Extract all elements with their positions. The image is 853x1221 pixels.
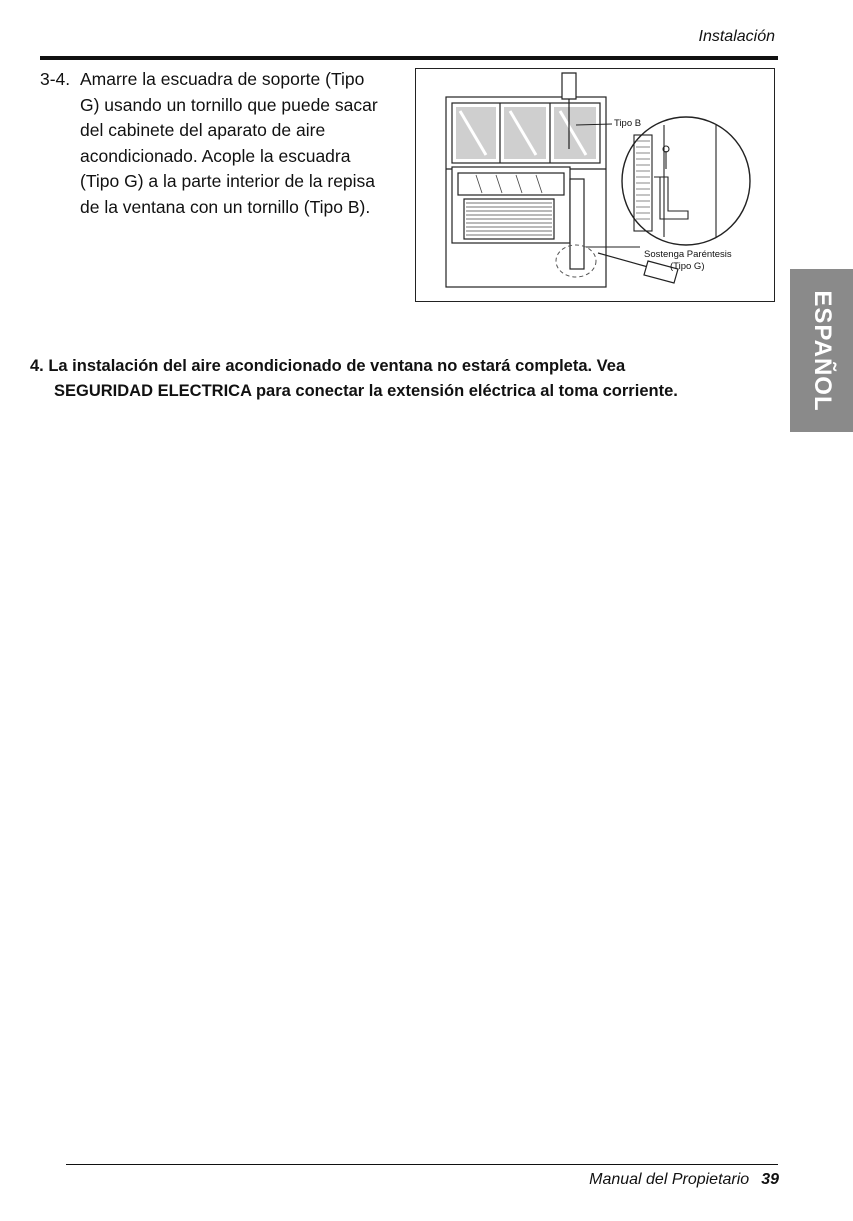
step-line: Amarre la escuadra de soporte (Tipo [80,69,365,89]
step-line: del cabinete del aparato de aire [80,120,326,140]
manual-title: Manual del Propietario [589,1171,750,1188]
completion-note [30,354,790,404]
step-number: 3-4. [40,69,71,89]
label-screw-type: Tipo B [614,118,642,129]
step-line: de la ventana con un tornillo (Tipo B). [80,196,371,217]
step-line: (Tipo G) a la parte interior de la repisa [80,171,376,191]
footer-rule [66,1164,778,1165]
step-line: acondicionado. Acople la escuadra [80,145,351,166]
installation-illustration [415,68,775,302]
page-number: 39 [761,1171,779,1188]
label-bracket-type: (Tipo G) [670,261,705,272]
step-text [80,67,412,220]
illustration-drawing [416,69,776,303]
note-line: SEGURIDAD ELECTRICA para conectar la extensión eléctrica al toma corriente. [54,382,678,400]
step-line: G) usando un tornillo que puede sacar [80,94,378,115]
header-rule [40,56,778,60]
note-line: 4. La instalación del aire acondicionado de ventana no estará completa. Vea [30,357,626,375]
language-tab-label: ESPAÑOL [808,289,836,412]
page-footer [589,1171,779,1189]
section-title: Instalación [698,28,775,45]
language-tab [790,269,853,432]
label-bracket: Sostenga Paréntesis [644,249,732,260]
instruction-step [40,67,412,220]
